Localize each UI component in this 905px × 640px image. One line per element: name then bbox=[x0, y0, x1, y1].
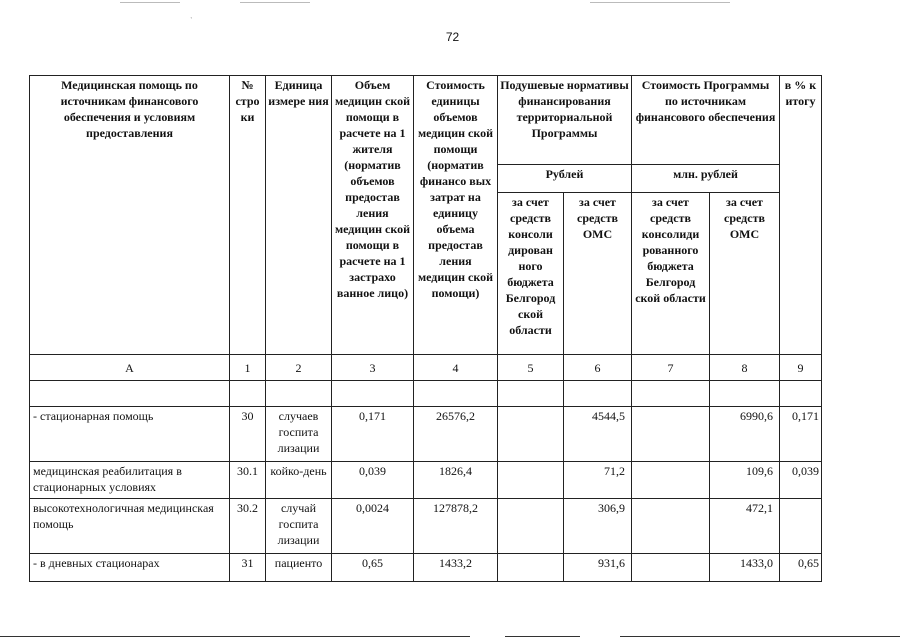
cell-cost-budget bbox=[632, 554, 710, 582]
cell-pc-budget bbox=[498, 554, 564, 582]
cell-unit bbox=[266, 381, 332, 407]
cell-cost bbox=[414, 381, 498, 407]
cell-unit: койко-день bbox=[266, 462, 332, 499]
table-row bbox=[30, 554, 822, 582]
header-program-cost-group: Стоимость Программы по источникам финансового обеспечения bbox=[632, 76, 780, 165]
top-rule-left bbox=[120, 2, 180, 3]
table-row bbox=[30, 462, 822, 499]
header-pc-oms: за счет средств ОМС bbox=[564, 193, 632, 355]
cell-cost-budget bbox=[632, 381, 710, 407]
header-unit-cost: Стоимость единицы объемов медицин ской помощи (норматив финансо вых затрат на единицу объема предостав ления медицин ской помощи) bbox=[414, 76, 498, 355]
cell-volume: 0,171 bbox=[332, 407, 414, 462]
cell-num: 31 bbox=[230, 554, 266, 582]
cell-unit: пациенто bbox=[266, 554, 332, 582]
header-care-type: Медицинская помощь по источникам финансового обеспечения и условиям предоставления bbox=[30, 76, 230, 355]
index-cell: А bbox=[30, 355, 230, 381]
cell-unit: случаев госпита лизации bbox=[266, 407, 332, 462]
cell-pct: 0,65 bbox=[780, 554, 822, 582]
header-unit: Единица измере ния bbox=[266, 76, 332, 355]
cell-cost: 1433,2 bbox=[414, 554, 498, 582]
cell-pc-oms: 71,2 bbox=[564, 462, 632, 499]
table-row bbox=[30, 407, 822, 462]
program-cost-table bbox=[29, 75, 822, 582]
cell-volume: 0,039 bbox=[332, 462, 414, 499]
cell-volume: 0,0024 bbox=[332, 499, 414, 554]
header-cost-budget: за счет средств консолиди рованного бюджета Белгород ской области bbox=[632, 193, 710, 355]
cell-cost-oms: 6990,6 bbox=[710, 407, 780, 462]
header-pc-budget: за счет средств консоли дирован ного бюджета Белгород ской области bbox=[498, 193, 564, 355]
index-cell: 7 bbox=[632, 355, 710, 381]
cell-volume bbox=[332, 381, 414, 407]
cell-pct: 0,171 bbox=[780, 407, 822, 462]
cell-unit: случай госпита лизации bbox=[266, 499, 332, 554]
cell-cost-budget bbox=[632, 407, 710, 462]
cell-num bbox=[230, 381, 266, 407]
page-number: 72 bbox=[445, 30, 460, 44]
header-volume: Объем медицин ской помощи в расчете на 1 жителя (норматив объемов предостав ления медицин ской помощи в расчете на 1 застрахо ванное лицо) bbox=[332, 76, 414, 355]
cell-num: 30.2 bbox=[230, 499, 266, 554]
cell-cost-oms: 472,1 bbox=[710, 499, 780, 554]
table-row bbox=[30, 499, 822, 554]
cell-cost-oms: 109,6 bbox=[710, 462, 780, 499]
cell-name: - стационарная помощь bbox=[30, 407, 230, 462]
table-row bbox=[30, 381, 822, 407]
index-cell: 4 bbox=[414, 355, 498, 381]
cell-cost-oms: 1433,0 bbox=[710, 554, 780, 582]
index-cell: 2 bbox=[266, 355, 332, 381]
cell-cost: 26576,2 bbox=[414, 407, 498, 462]
cell-pct bbox=[780, 499, 822, 554]
cell-pc-budget bbox=[498, 462, 564, 499]
cell-name: - в дневных стационарах bbox=[30, 554, 230, 582]
cell-pct bbox=[780, 381, 822, 407]
cell-name bbox=[30, 381, 230, 407]
cell-pct: 0,039 bbox=[780, 462, 822, 499]
cell-pc-oms: 4544,5 bbox=[564, 407, 632, 462]
cell-num: 30.1 bbox=[230, 462, 266, 499]
index-cell: 3 bbox=[332, 355, 414, 381]
scan-speck: ˑ bbox=[190, 14, 193, 24]
top-rule-right bbox=[590, 2, 730, 3]
top-rule-middle bbox=[240, 2, 310, 3]
cell-name: медицинская реабилитация в стационарных условиях bbox=[30, 462, 230, 499]
cell-pc-budget bbox=[498, 381, 564, 407]
header-per-capita-group: Подушевые нормативы финансирования территориальной Программы bbox=[498, 76, 632, 165]
index-cell: 6 bbox=[564, 355, 632, 381]
cell-cost-budget bbox=[632, 462, 710, 499]
cell-pc-oms bbox=[564, 381, 632, 407]
cell-cost-budget bbox=[632, 499, 710, 554]
cell-cost: 1826,4 bbox=[414, 462, 498, 499]
header-unit-rubles: Рублей bbox=[498, 165, 632, 193]
header-row-number: № стро ки bbox=[230, 76, 266, 355]
index-cell: 9 bbox=[780, 355, 822, 381]
cell-name: высокотехнологичная медицинская помощь bbox=[30, 499, 230, 554]
header-percent: в % к итогу bbox=[780, 76, 822, 355]
header-unit-mln-rubles: млн. рублей bbox=[632, 165, 780, 193]
cell-pc-oms: 306,9 bbox=[564, 499, 632, 554]
cell-pc-budget bbox=[498, 407, 564, 462]
bottom-rule-right bbox=[620, 636, 900, 637]
cell-num: 30 bbox=[230, 407, 266, 462]
bottom-rule-middle bbox=[505, 636, 580, 637]
index-cell: 5 bbox=[498, 355, 564, 381]
cell-pc-oms: 931,6 bbox=[564, 554, 632, 582]
cell-volume: 0,65 bbox=[332, 554, 414, 582]
index-cell: 8 bbox=[710, 355, 780, 381]
index-cell: 1 bbox=[230, 355, 266, 381]
header-cost-oms: за счет средств ОМС bbox=[710, 193, 780, 355]
cell-pc-budget bbox=[498, 499, 564, 554]
cell-cost-oms bbox=[710, 381, 780, 407]
cell-cost: 127878,2 bbox=[414, 499, 498, 554]
bottom-rule-left bbox=[0, 636, 470, 637]
